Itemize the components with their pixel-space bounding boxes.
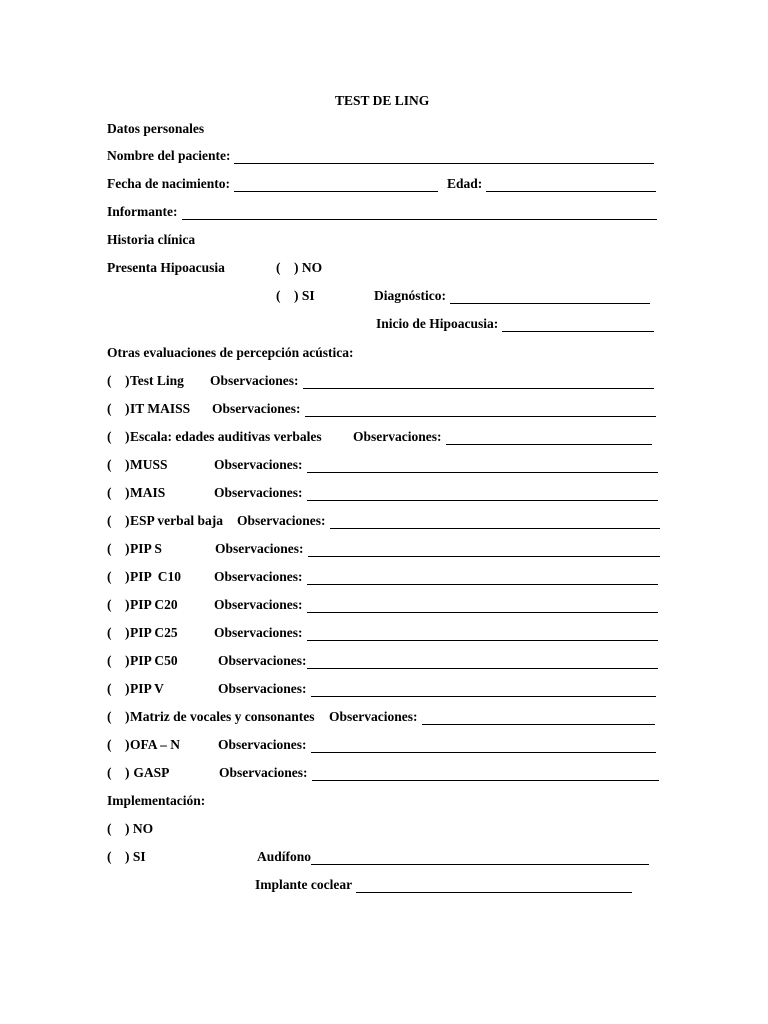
obs-blank[interactable] [312, 768, 659, 781]
eval-name: PIP V [130, 681, 164, 696]
informante-label: Informante: [107, 204, 178, 219]
obs-blank[interactable] [311, 740, 656, 753]
eval-checkbox[interactable]: ( ) [107, 765, 130, 780]
edad-label: Edad: [447, 176, 483, 191]
obs-label: Observaciones: [210, 373, 299, 388]
diagnostico-blank[interactable] [450, 291, 650, 304]
obs-label: Observaciones: [215, 541, 304, 556]
eval-checkbox[interactable]: ( ) [107, 457, 130, 472]
eval-name: PIP C20 [130, 597, 178, 612]
fecha-label: Fecha de nacimiento: [107, 176, 230, 191]
edad-field [447, 176, 656, 192]
eval-observaciones [214, 457, 658, 473]
nombre-blank[interactable] [234, 151, 654, 164]
implante-field [255, 877, 632, 893]
eval-name: PIP C25 [130, 625, 178, 640]
eval-observaciones [329, 709, 655, 725]
diagnostico-field [374, 288, 650, 304]
otras-evaluaciones-heading: Otras evaluaciones de percepción acústica: [107, 345, 354, 360]
hipoacusia-no-checkbox[interactable]: ( ) NO [276, 260, 323, 275]
edad-blank[interactable] [486, 179, 656, 192]
eval-observaciones [218, 653, 658, 669]
eval-name: ESP verbal baja [130, 513, 224, 528]
eval-checkbox[interactable]: ( ) [107, 653, 130, 668]
eval-name: PIP C50 [130, 653, 178, 668]
obs-label: Observaciones: [218, 737, 307, 752]
eval-checkbox[interactable]: ( ) [107, 709, 130, 724]
eval-name: MAIS [130, 485, 166, 500]
obs-label: Observaciones: [218, 653, 307, 668]
eval-checkbox[interactable]: ( ) [107, 681, 130, 696]
obs-label: Observaciones: [214, 625, 303, 640]
inicio-label: Inicio de Hipoacusia: [376, 316, 499, 331]
eval-observaciones [219, 765, 659, 781]
informante-field [107, 204, 657, 220]
obs-label: Observaciones: [219, 765, 308, 780]
obs-label: Observaciones: [237, 513, 326, 528]
obs-blank[interactable] [307, 488, 658, 501]
obs-blank[interactable] [308, 544, 660, 557]
fecha-field [107, 176, 438, 192]
hipoacusia-label: Presenta Hipoacusia [107, 260, 225, 275]
eval-observaciones [214, 485, 658, 501]
informante-blank[interactable] [182, 207, 657, 220]
eval-checkbox[interactable]: ( ) [107, 429, 130, 444]
eval-name: PIP C10 [130, 569, 182, 584]
eval-checkbox[interactable]: ( ) [107, 541, 130, 556]
nombre-label: Nombre del paciente: [107, 148, 231, 163]
obs-blank[interactable] [446, 432, 652, 445]
eval-checkbox[interactable]: ( ) [107, 373, 130, 388]
nombre-field [107, 148, 654, 164]
obs-blank[interactable] [422, 712, 655, 725]
eval-name: OFA – N [130, 737, 180, 752]
obs-blank[interactable] [307, 656, 658, 669]
audifono-blank[interactable] [311, 852, 649, 865]
eval-checkbox[interactable]: ( ) [107, 597, 130, 612]
eval-name: GASP [130, 765, 170, 780]
obs-label: Observaciones: [214, 569, 303, 584]
eval-observaciones [237, 513, 660, 529]
eval-checkbox[interactable]: ( ) [107, 737, 130, 752]
obs-label: Observaciones: [214, 597, 303, 612]
eval-name: IT MAISS [130, 401, 191, 416]
eval-observaciones [210, 373, 654, 389]
eval-name: Test Ling [130, 373, 184, 388]
obs-blank[interactable] [307, 460, 658, 473]
obs-blank[interactable] [307, 628, 658, 641]
audifono-label: Audífono [257, 849, 312, 864]
eval-checkbox[interactable]: ( ) [107, 625, 130, 640]
eval-observaciones [218, 681, 656, 697]
eval-observaciones [212, 401, 656, 417]
eval-checkbox[interactable]: ( ) [107, 569, 130, 584]
obs-label: Observaciones: [214, 457, 303, 472]
eval-observaciones [218, 737, 656, 753]
eval-name: PIP S [130, 541, 162, 556]
obs-blank[interactable] [311, 684, 656, 697]
obs-label: Observaciones: [329, 709, 418, 724]
diagnostico-label: Diagnóstico: [374, 288, 446, 303]
obs-blank[interactable] [330, 516, 660, 529]
obs-blank[interactable] [305, 404, 656, 417]
eval-checkbox[interactable]: ( ) [107, 513, 130, 528]
eval-name: Matriz de vocales y consonantes [130, 709, 315, 724]
obs-label: Observaciones: [353, 429, 442, 444]
historia-heading: Historia clínica [107, 232, 196, 247]
eval-observaciones [353, 429, 652, 445]
obs-label: Observaciones: [218, 681, 307, 696]
obs-label: Observaciones: [214, 485, 303, 500]
implante-blank[interactable] [356, 880, 632, 893]
implante-label: Implante coclear [255, 877, 353, 892]
inicio-blank[interactable] [502, 319, 654, 332]
eval-observaciones [215, 541, 660, 557]
hipoacusia-si-checkbox[interactable]: ( ) SI [276, 288, 315, 303]
inicio-field [376, 316, 654, 332]
page-title: TEST DE LING [335, 93, 430, 108]
eval-observaciones [214, 569, 658, 585]
obs-blank[interactable] [307, 600, 658, 613]
audifono-field [257, 849, 649, 865]
datos-personales-heading: Datos personales [107, 121, 205, 136]
eval-checkbox[interactable]: ( ) [107, 401, 130, 416]
implementacion-no-checkbox[interactable]: ( ) NO [107, 821, 154, 836]
obs-blank[interactable] [303, 376, 654, 389]
eval-observaciones [214, 625, 658, 641]
eval-name: Escala: edades auditivas verbales [130, 429, 322, 444]
eval-observaciones [214, 597, 658, 613]
eval-checkbox[interactable]: ( ) [107, 485, 130, 500]
implementacion-si-checkbox[interactable]: ( ) SI [107, 849, 146, 864]
eval-name: MUSS [130, 457, 168, 472]
obs-label: Observaciones: [212, 401, 301, 416]
obs-blank[interactable] [307, 572, 658, 585]
implementacion-heading: Implementación: [107, 793, 206, 808]
fecha-blank[interactable] [234, 179, 438, 192]
